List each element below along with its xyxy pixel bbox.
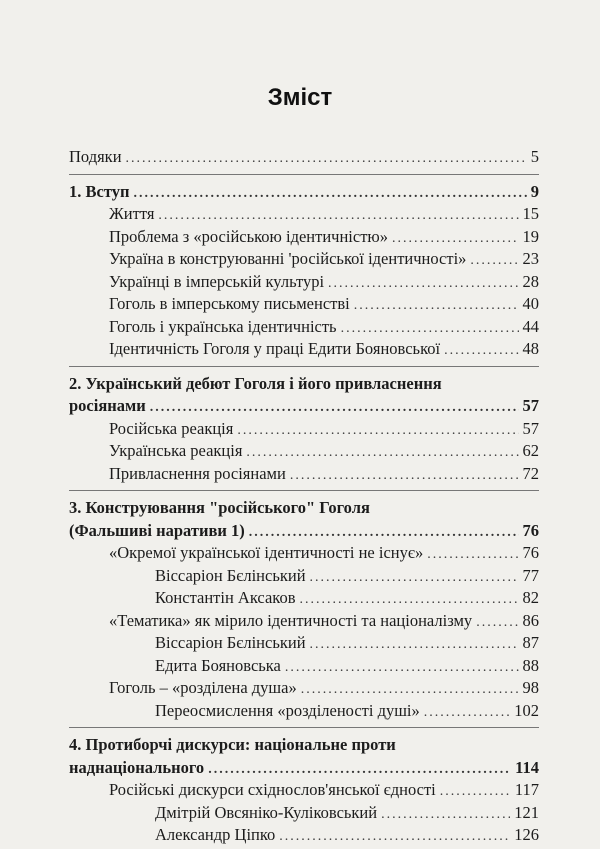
toc-entry-label: Українська реакція — [109, 441, 243, 460]
toc-entry-label: Александр Ціпко — [155, 825, 276, 844]
dot-leader — [158, 205, 518, 228]
toc-entry-label: Подяки — [69, 147, 122, 166]
toc-entry-page: 62 — [522, 441, 539, 460]
toc-entry-label: Дмітрій Овсяніко-Куліковський — [155, 802, 378, 822]
toc-entry-label: «Тематика» як мірило ідентичності та націоналізму — [109, 610, 473, 630]
dot-leader — [126, 148, 527, 171]
toc-section-2-heading-cont[interactable] — [69, 395, 539, 418]
toc-entry-page: 15 — [522, 204, 539, 223]
toc-section-4-heading[interactable]: 4. Протиборчі дискурси: національне проти — [69, 735, 396, 754]
toc-entry-page: 114 — [515, 757, 539, 777]
toc-entry-page: 121 — [514, 802, 539, 822]
toc-entry-page: 76 — [522, 520, 539, 540]
dot-leader — [208, 759, 511, 782]
toc-entry-label: Едита Бояновська — [155, 655, 281, 675]
toc-subentry[interactable] — [69, 655, 539, 678]
toc-section-1-heading[interactable] — [69, 181, 539, 204]
toc-entry-label: Російські дискурси східнослов'янської єдності — [109, 780, 436, 799]
toc-entry-page: 72 — [522, 463, 539, 483]
dot-leader — [341, 318, 519, 341]
toc-entry-label: росіянами — [69, 396, 146, 415]
toc-entry-label: Україна в конструюванні 'російської ідентичності» — [109, 249, 467, 268]
dot-leader — [279, 826, 510, 849]
toc-entry-label: Українці в імперській культурі — [109, 271, 325, 291]
toc-entry-page: 23 — [522, 249, 539, 268]
dot-leader — [150, 397, 519, 420]
toc-subentry[interactable] — [69, 700, 539, 723]
toc-entry-page: 5 — [530, 147, 539, 166]
page-title: Зміст — [267, 84, 333, 111]
toc-entry[interactable] — [69, 203, 539, 226]
toc-entry-label: (Фальшиві наративи 1) — [69, 520, 245, 540]
toc-entry-page: 117 — [514, 780, 539, 799]
toc-entry-page: 40 — [522, 294, 539, 313]
dot-leader — [476, 612, 518, 635]
toc-section-3-heading[interactable]: 3. Конструювання "російського" Гоголя — [69, 498, 370, 517]
toc-entry-page: 48 — [522, 339, 539, 358]
toc-entry-page: 126 — [514, 825, 539, 844]
toc-entry-page: 76 — [522, 543, 539, 562]
toc-subentry[interactable] — [69, 587, 539, 610]
toc-entry-label: Проблема з «російською ідентичністю» — [109, 226, 389, 246]
dot-leader — [246, 442, 518, 465]
toc-entry[interactable] — [69, 248, 539, 271]
toc-entry-label: Гоголь в імперському письменстві — [109, 294, 350, 313]
dot-leader — [444, 340, 518, 363]
toc-entry-label: Ідентичність Гоголя у праці Едити Бояновської — [109, 339, 441, 358]
toc-entry-page: 57 — [522, 418, 539, 438]
toc-entry-label: Російська реакція — [109, 418, 234, 438]
toc-entry-page: 9 — [530, 181, 539, 201]
toc-entry[interactable] — [69, 316, 539, 339]
toc-section-3-heading-cont[interactable] — [69, 520, 539, 543]
dot-leader — [249, 522, 519, 545]
dot-leader — [392, 228, 518, 251]
dot-leader — [133, 183, 526, 206]
dot-leader — [440, 781, 511, 804]
toc-entry[interactable] — [69, 542, 539, 565]
dot-leader — [310, 567, 519, 590]
toc-entry-page: 77 — [522, 565, 539, 585]
toc-entry-label: Віссаріон Бєлінський — [155, 633, 306, 652]
toc-entry-page: 98 — [522, 678, 539, 697]
section-divider — [69, 174, 539, 175]
toc-entry-label: Гоголь і українська ідентичність — [109, 316, 337, 336]
toc-subentry[interactable] — [69, 565, 539, 588]
toc-entry-label: Життя — [109, 204, 155, 223]
toc-entry-page: 102 — [514, 700, 539, 720]
dot-leader — [310, 634, 519, 657]
section-divider — [69, 727, 539, 728]
section-divider — [69, 490, 539, 491]
toc-entry-page: 57 — [522, 396, 539, 415]
toc-subentry[interactable] — [69, 802, 539, 825]
toc-entry-label: 1. Вступ — [69, 181, 130, 201]
toc-entry[interactable] — [69, 779, 539, 802]
dot-leader — [354, 295, 519, 318]
toc-entry[interactable] — [69, 226, 539, 249]
dot-leader — [285, 657, 519, 680]
toc-entry-page: 88 — [522, 655, 539, 675]
dot-leader — [290, 465, 519, 488]
toc-entry[interactable] — [69, 338, 539, 361]
toc-section-4-heading-cont[interactable] — [69, 757, 539, 780]
toc-entry[interactable] — [69, 418, 539, 441]
dot-leader — [328, 273, 518, 296]
toc-entry-label: Віссаріон Бєлінський — [155, 565, 306, 585]
toc-entry-page: 82 — [522, 588, 539, 607]
toc-entry-label: Привласнення росіянами — [109, 463, 286, 483]
dot-leader — [424, 702, 511, 725]
dot-leader — [470, 250, 518, 273]
toc-entry-page: 86 — [522, 610, 539, 630]
toc-entry-label: Константін Аксаков — [155, 588, 296, 607]
dot-leader — [300, 589, 519, 612]
dot-leader — [381, 804, 510, 827]
table-of-contents — [69, 146, 539, 847]
toc-entry-page: 44 — [522, 316, 539, 336]
dot-leader — [301, 679, 519, 702]
toc-entry-label: Гоголь – «розділена душа» — [109, 678, 297, 697]
toc-entry-page: 28 — [522, 271, 539, 291]
toc-entry[interactable] — [69, 610, 539, 633]
toc-entry[interactable] — [69, 271, 539, 294]
toc-section-2-heading[interactable]: 2. Український дебют Гоголя і його привласнення — [69, 373, 442, 393]
toc-entry[interactable] — [69, 440, 539, 463]
toc-entry-page: 19 — [522, 226, 539, 246]
toc-entry[interactable] — [69, 677, 539, 700]
toc-entry-acknowledgements[interactable] — [69, 146, 539, 169]
toc-entry-page: 87 — [522, 633, 539, 652]
dot-leader — [427, 544, 518, 567]
toc-entry-label: «Окремої української ідентичності не існує» — [109, 543, 424, 562]
toc-entry-label: Переосмислення «розділеності душі» — [155, 700, 420, 720]
dot-leader — [237, 420, 518, 443]
toc-entry[interactable] — [69, 293, 539, 316]
toc-entry-label: наднаціонального — [69, 757, 205, 777]
toc-subentry[interactable] — [69, 824, 539, 847]
toc-subentry[interactable] — [69, 632, 539, 655]
toc-entry[interactable] — [69, 463, 539, 486]
section-divider — [69, 366, 539, 367]
